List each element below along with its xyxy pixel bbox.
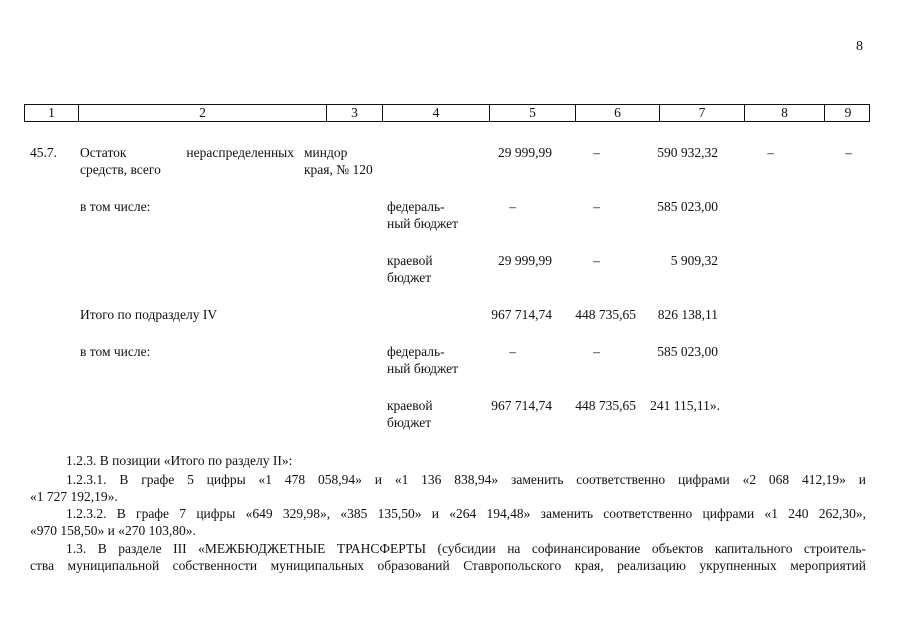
paragraph-line: 1.2.3. В позиции «Итого по разделу II»: (66, 453, 293, 468)
paragraph-line: 1.3. В разделе III «МЕЖБЮДЖЕТНЫЕ ТРАНСФЕРТЫ (субсидии на софинансирование объектов капитального строитель- (66, 541, 866, 556)
row-name: Итого по подразделу IV (80, 307, 218, 322)
value-col-6: – (593, 199, 600, 214)
value-col-6: – (593, 253, 600, 268)
paragraph-line: ства муниципальной собственности муниципальных образований Ставропольского края, реализацию укрупненных мероприятий (30, 558, 866, 573)
row-responsible: края, № 120 (304, 162, 373, 177)
row-name: Остаток нераспределенных (80, 145, 294, 160)
row-budget-source: бюджет (387, 415, 432, 430)
value-col-8: – (767, 145, 774, 160)
value-col-5: 29 999,99 (498, 145, 552, 160)
row-responsible: миндор (304, 145, 348, 160)
paragraph-line: 1.2.3.1. В графе 5 цифры «1 478 058,94» и «1 136 838,94» заменить соответственно цифрами «2 068 412,19» и (66, 472, 866, 487)
row-budget-source: ный бюджет (387, 361, 459, 376)
paragraph-line: «970 158,50» и «270 103,80». (30, 523, 196, 538)
row-name: средств, всего (80, 162, 161, 177)
value-col-5: 29 999,99 (498, 253, 552, 268)
value-col-6: – (593, 344, 600, 359)
row-budget-source: федераль- (387, 344, 445, 359)
value-col-7: 585 023,00 (657, 344, 718, 359)
header-col-2: 2 (79, 105, 327, 121)
value-col-7: 5 909,32 (670, 253, 718, 268)
table-header (24, 104, 870, 122)
value-col-5: 967 714,74 (491, 307, 552, 322)
value-col-9: – (845, 145, 852, 160)
row-budget-source: ный бюджет (387, 216, 459, 231)
value-col-6: 448 735,65 (575, 398, 636, 413)
row-name: в том числе: (80, 344, 151, 359)
paragraph-line: 1.2.3.2. В графе 7 цифры «649 329,98», «385 135,50» и «264 194,48» заменить соответственно цифрами «1 240 262,30», (66, 506, 866, 521)
value-col-6: – (593, 145, 600, 160)
header-col-8: 8 (745, 105, 825, 121)
header-col-5: 5 (490, 105, 576, 121)
header-col-9: 9 (844, 105, 852, 120)
row-name: в том числе: (80, 199, 151, 214)
value-col-7: 241 115,11». (650, 398, 720, 413)
value-col-5: – (509, 344, 516, 359)
value-col-5: – (509, 199, 516, 214)
row-number: 45.7. (30, 145, 57, 160)
value-col-7: 590 932,32 (657, 145, 718, 160)
paragraph-line: «1 727 192,19». (30, 489, 118, 504)
row-budget-source: бюджет (387, 270, 432, 285)
paragraph (30, 471, 866, 505)
paragraph (30, 452, 866, 469)
header-col-3: 3 (327, 105, 383, 121)
paragraph (30, 505, 866, 539)
value-col-5: 967 714,74 (491, 398, 552, 413)
value-col-7: 826 138,11 (657, 307, 718, 322)
value-col-6: 448 735,65 (575, 307, 636, 322)
row-budget-source: краевой (387, 398, 433, 413)
header-col-1: 1 (25, 105, 79, 121)
row-budget-source: федераль- (387, 199, 445, 214)
paragraph (30, 540, 866, 574)
header-col-6: 6 (576, 105, 660, 121)
value-col-7: 585 023,00 (657, 199, 718, 214)
header-col-4: 4 (383, 105, 490, 121)
header-col-7: 7 (660, 105, 745, 121)
row-budget-source: краевой (387, 253, 433, 268)
page-number: 8 (856, 39, 863, 54)
